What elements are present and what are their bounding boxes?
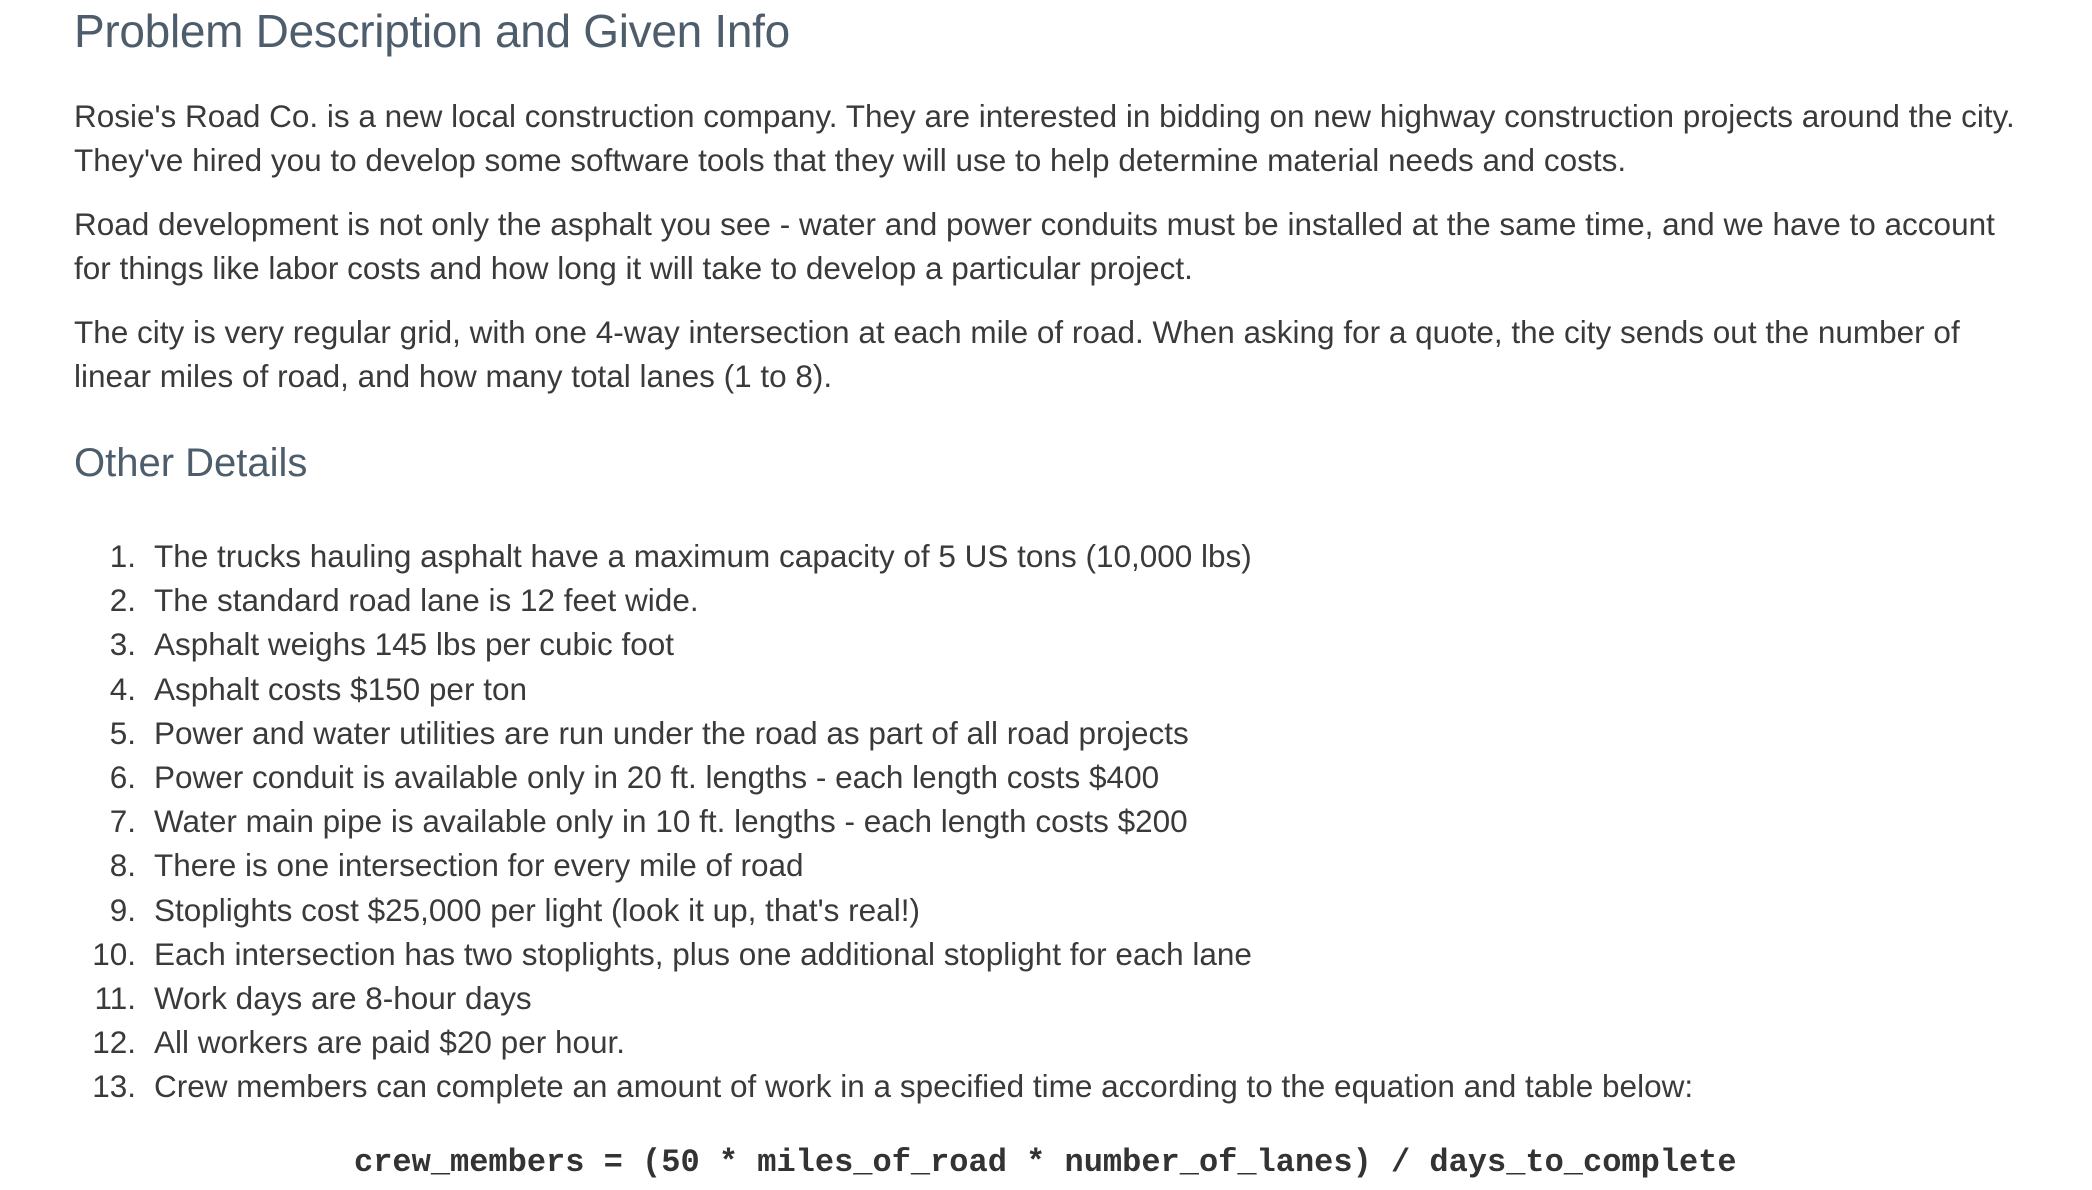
list-item-number: 12. (92, 1024, 136, 1061)
list-item-number: 13. (92, 1068, 136, 1105)
list-item (92, 932, 1954, 976)
list-item (94, 976, 1954, 1020)
list-item-text: All workers are paid $20 per hour. (154, 1024, 626, 1061)
list-item-text: The standard road lane is 12 feet wide. (154, 582, 699, 619)
list-item-number: 11. (94, 979, 136, 1016)
section-heading-other-details: Other Details (74, 441, 308, 485)
list-item-text: Power and water utilities are run under the road as part of all road projects (154, 714, 1189, 751)
list-item-text: There is one intersection for every mile of road (154, 847, 804, 884)
list-item (109, 667, 1954, 711)
list-item (92, 1020, 1954, 1064)
list-item (109, 578, 1954, 622)
list-item (109, 711, 1954, 755)
list-item (109, 799, 1954, 843)
details-list (92, 534, 1954, 1108)
list-item (109, 755, 1954, 799)
list-item-number: 1. (109, 538, 136, 574)
list-item-number: 9. (109, 891, 136, 928)
list-item (109, 843, 1954, 887)
list-item-number: 2. (109, 582, 136, 619)
list-item-number: 5. (109, 714, 136, 751)
list-item-text: Water main pipe is available only in 10 ft. lengths - each length costs $200 (154, 803, 1188, 840)
list-item (109, 534, 1954, 578)
list-item (109, 888, 1954, 932)
paragraph-road-development: Road development is not only the asphalt you see - water and power conduits must be installed at the same time, and we have to account for things like labor costs and how long it will take to develop a particular project. (74, 206, 1995, 286)
list-item-number: 10. (92, 935, 136, 972)
page-title: Problem Description and Given Info (74, 5, 790, 57)
list-item-text: Crew members can complete an amount of work in a specified time according to the equation and table below: (154, 1068, 1694, 1105)
crew-equation: crew_members = (50 * miles_of_road * number_of_lanes) / days_to_complete (354, 1144, 1737, 1181)
list-item-number: 8. (109, 847, 136, 884)
paragraph-city-grid: The city is very regular grid, with one 4-way intersection at each mile of road. When asking for a quote, the city sends out the number of linear miles of road, and how many total lanes (1 to 8). (74, 314, 1960, 394)
list-item-number: 6. (109, 758, 136, 795)
list-item-text: Asphalt weighs 145 lbs per cubic foot (154, 626, 675, 663)
list-item-text: Work days are 8-hour days (154, 979, 532, 1016)
list-item-number: 7. (109, 803, 136, 840)
list-item-number: 3. (109, 626, 136, 663)
list-item (92, 1064, 1954, 1108)
list-item-text: The trucks hauling asphalt have a maximum capacity of 5 US tons (10,000 lbs) (154, 538, 1252, 574)
list-item (109, 622, 1954, 666)
list-item-text: Each intersection has two stoplights, plus one additional stoplight for each lane (154, 935, 1252, 972)
list-item-number: 4. (109, 670, 136, 707)
paragraph-intro: Rosie's Road Co. is a new local construction company. They are interested in bidding on new highway construction projects around the city. They've hired you to develop some software tools that they will use to help determine material needs and costs. (74, 98, 2015, 178)
list-item-text: Stoplights cost $25,000 per light (look it up, that's real!) (154, 891, 920, 928)
list-item-text: Power conduit is available only in 20 ft. lengths - each length costs $400 (154, 758, 1160, 795)
list-item-text: Asphalt costs $150 per ton (154, 670, 527, 707)
